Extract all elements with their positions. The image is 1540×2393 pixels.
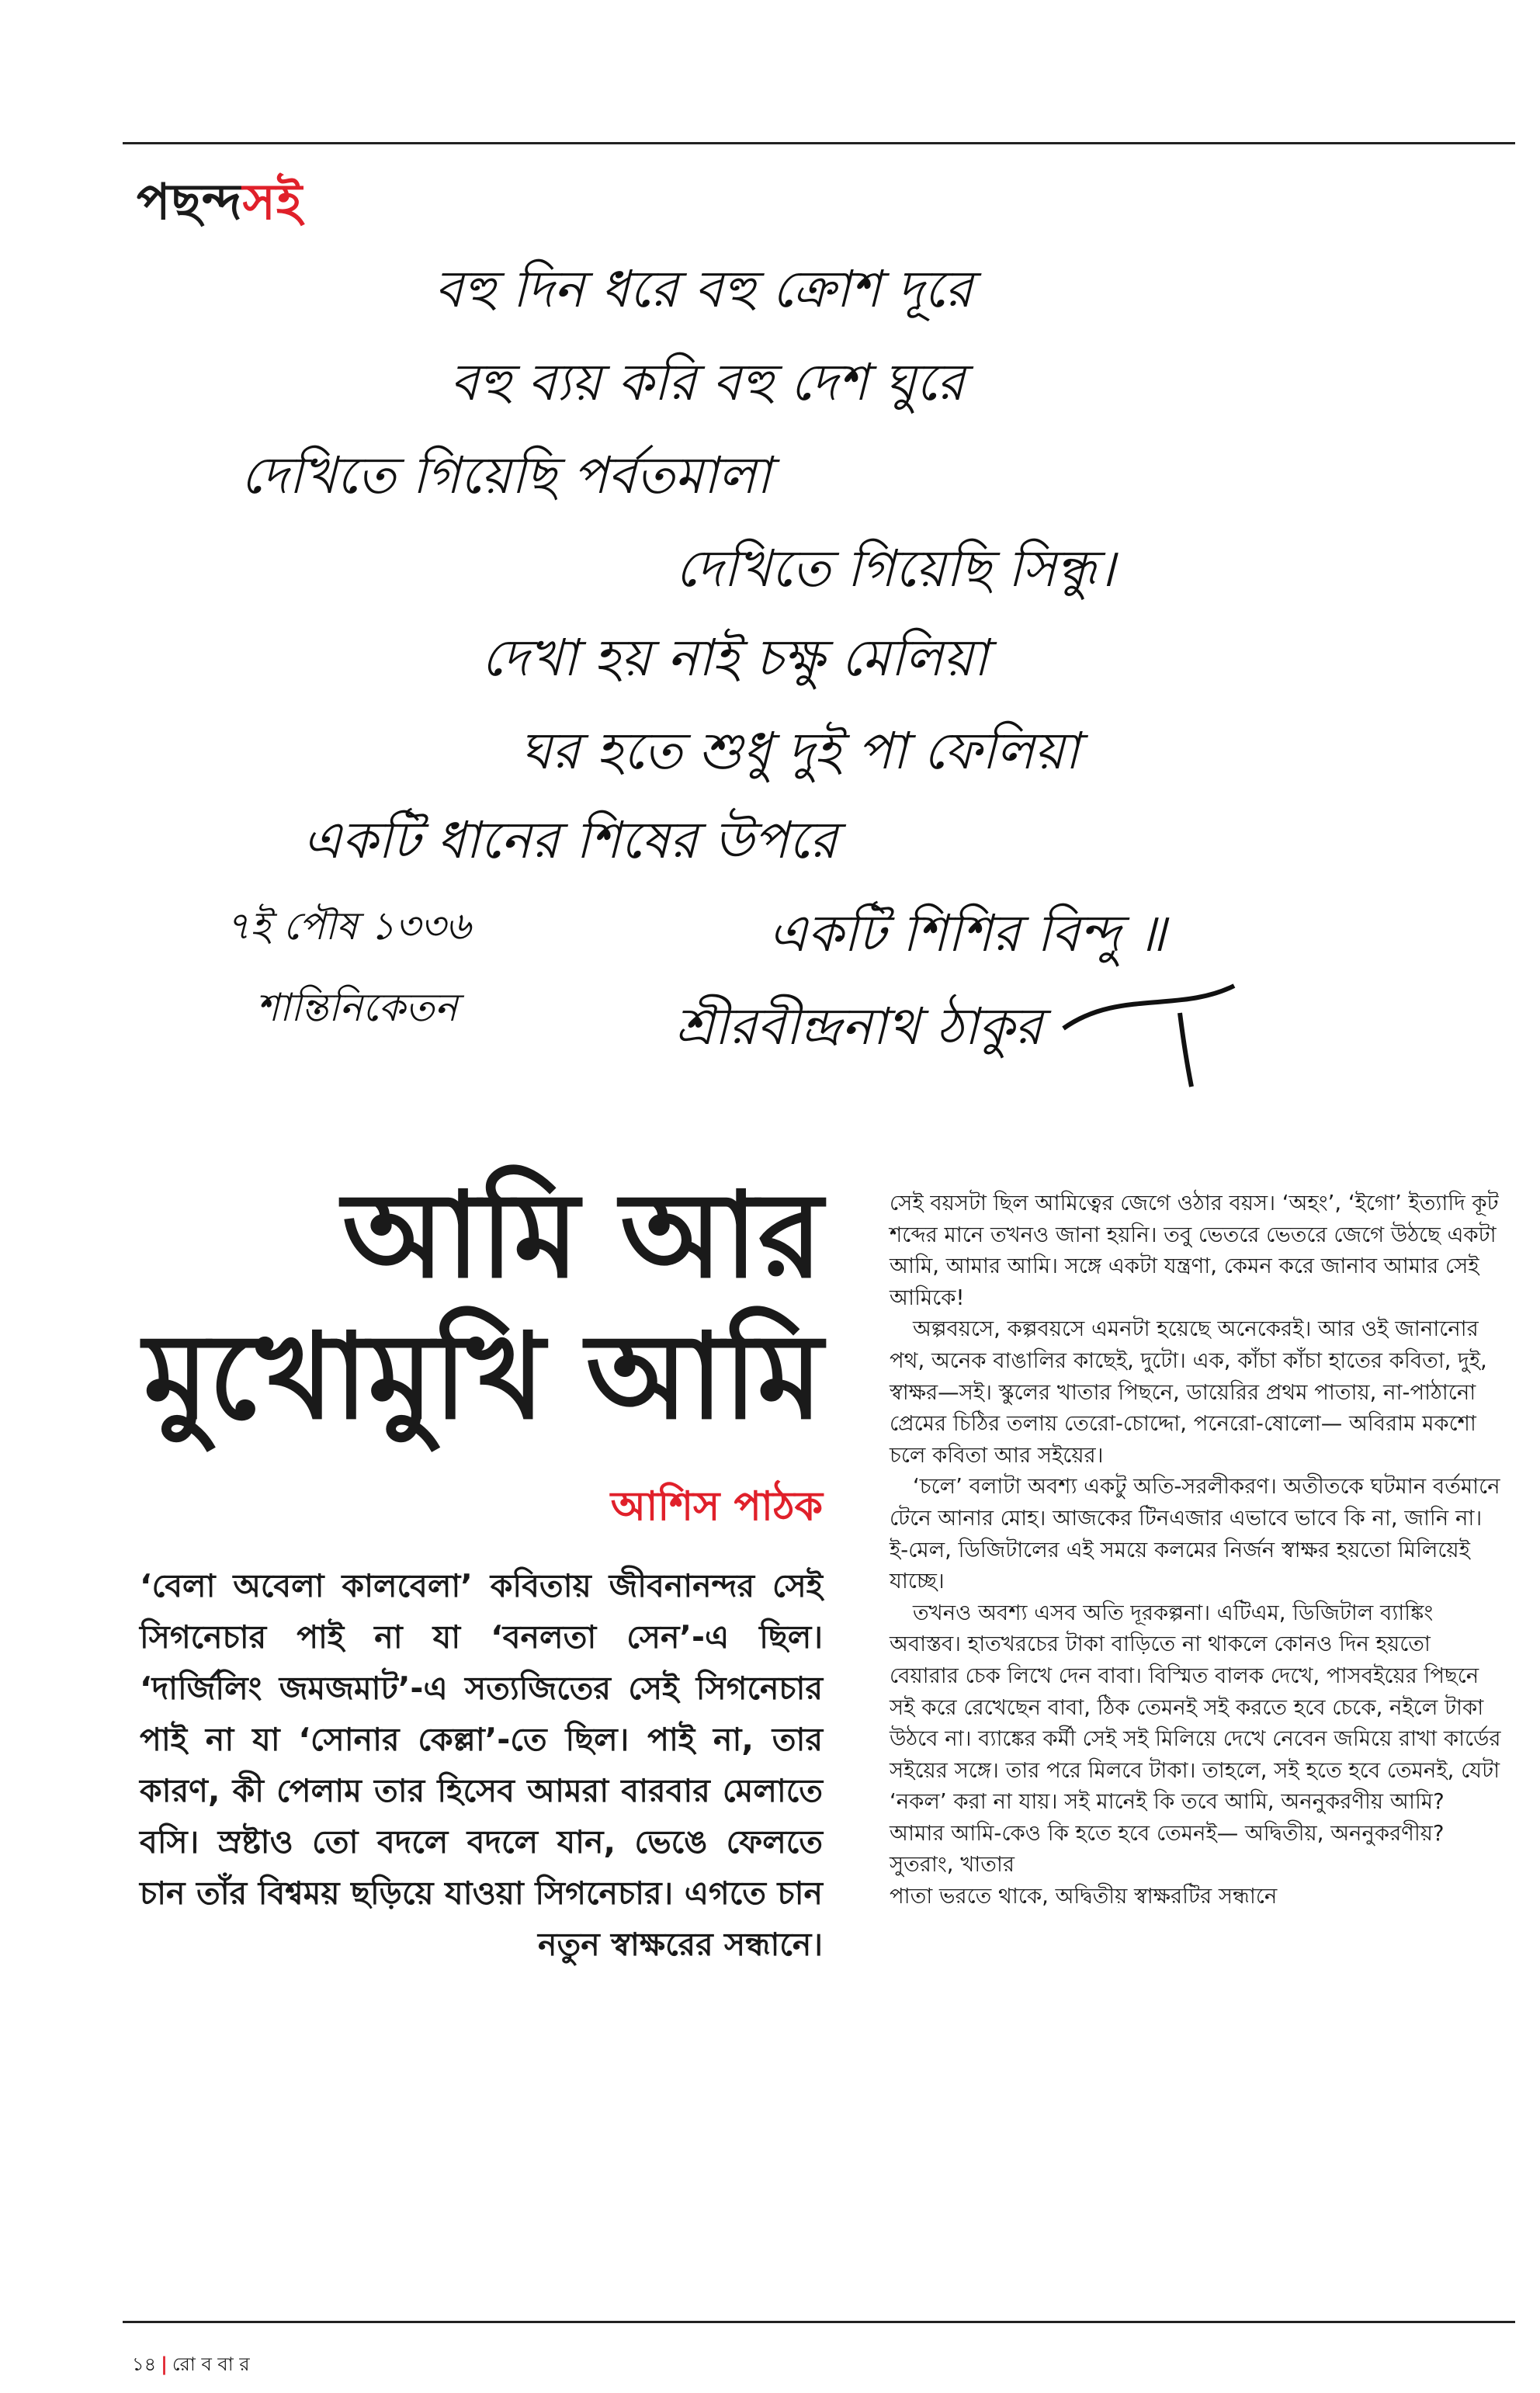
manuscript-place: শান্তিনিকেতন — [256, 985, 458, 1030]
top-rule — [123, 142, 1515, 144]
body-paragraph-3: ‘চলে’ বলাটা অবশ্য একটু অতি-সরলীকরণ। অতীতকে ঘটমান বর্তমানে টেনে আনার মোহ। আজকের টিনএজার এভাবে ভাবে কি না, জানি না। ই-মেল, ডিজিটালের এই সময়ে কলমের নির্জন স্বাক্ষর হয়তো মিলিয়েই যাচ্ছে। — [890, 1474, 1500, 1594]
body-paragraph-5: পাতা ভরতে থাকে, অদ্বিতীয় স্বাক্ষরটির সন্ধানে — [890, 1884, 1278, 1909]
article-headline — [140, 1164, 823, 1447]
manuscript-signature: শ্রীরবীন্দ্রনাথ ঠাকুর — [675, 997, 1043, 1056]
manuscript-poem — [241, 258, 1170, 967]
headline-line-2: মুখোমুখি আমি — [143, 1306, 823, 1445]
manuscript-line-6: ঘর হতে শুধু দুই পা ফেলিয়া — [520, 721, 1080, 781]
signature-tail — [1180, 1013, 1191, 1087]
body-paragraph-2: অল্পবয়সে, কল্পবয়সে এমনটা হয়েছে অনেকেরই। আর ওই জানানোর পথ, অনেক বাঙালির কাছেই, দুটো। এক, কাঁচা কাঁচা হাতের কবিতা, দুই, স্বাক্ষর—সই। স্কুলের খাতার পিছনে, ডায়েরির প্রথম পাতায়, না-পাঠানো প্রেমের চিঠির তলায় তেরো-চোদ্দো, পনেরো-ষোলো— অবিরাম মকশো চলে কবিতা আর সইয়ের। — [890, 1316, 1487, 1468]
manuscript-line-1: বহু দিন ধরে বহু ক্রোশ দূরে — [435, 259, 973, 319]
section-title-accent: সই — [242, 174, 303, 231]
manuscript-line-3: দেখিতে গিয়েছি পর্বতমালা — [241, 446, 772, 505]
bottom-rule — [123, 2321, 1515, 2323]
manuscript-line-2: বহু ব্যয় করি বহু দেশ ঘুরে — [450, 352, 965, 412]
manuscript-date: ৭ই পৌষ ১৩৩৬ — [225, 903, 471, 949]
body-paragraph-4: তখনও অবশ্য এসব অতি দূরকল্পনা। এটিএম, ডিজিটাল ব্যাঙ্কিং অবাস্তব। হাতখরচের টাকা বাড়িতে না থাকলে কোনও দিন হয়তো বেয়ারার চেক লিখে দেন বাবা। বিস্মিত বালক দেখে, পাসবইয়ের পিছনে সই করে রেখেছেন বাবা, ঠিক তেমনই সই করতে হবে চেকে, নইলে টাকা উঠবে না। ব্যাঙ্কের কর্মী সেই সই মিলিয়ে দেখে নেবেন জমিয়ে রাখা কার্ডের সইয়ের সঙ্গে। তার পরে মিলবে টাকা। তাহলে, সই হতে হবে তেমনই, যেটা ‘নকল’ করা না যায়। সই মানেই কি তবে আমি, অননুকরণীয় আমি? আমার আমি-কেও কি হতে হবে তেমনই— অদ্বিতীয়, অননুকরণীয়? সুতরাং, খাতার — [890, 1600, 1501, 1878]
manuscript-line-7: একটি ধানের শিষের উপরে — [303, 810, 838, 870]
body-paragraph-1: সেই বয়সটা ছিল আমিত্বের জেগে ওঠার বয়স। ‘অহং’, ‘ইগো’ ইত্যাদি কূট শব্দের মানে তখনও জানা হয়নি। তবু ভেতরে ভেতরে জেগে উঠছে একটা আমি, আমার আমি। সঙ্গে একটা যন্ত্রণা, কেমন করে জানাব আমার সেই আমিকে! — [890, 1191, 1499, 1310]
magazine-name: রো ব বা র — [172, 2353, 250, 2375]
manuscript-image — [225, 245, 1312, 1114]
page-number: ১৪ — [132, 2353, 157, 2375]
page-footer — [132, 2350, 250, 2381]
section-title — [137, 165, 303, 248]
section-title-main: পছন্দ — [137, 174, 243, 231]
article-body — [890, 1188, 1503, 1913]
intro-paragraph: ‘বেলা অবেলা কালবেলা’ কবিতায় জীবনানন্দর সেই সিগনেচার পাই না যা ‘বনলতা সেন’-এ ছিল। ‘দার্জিলিং জমজমাট’-এ সত্যজিতের সেই সিগনেচার পাই না যা ‘সোনার কেল্লা’-তে ছিল। পাই না, তার কারণ, কী পেলাম তার হিসেব আমরা বারবার মেলাতে বসি। স্রষ্টাও তো বদলে বদলে যান, ভেঙে ফেলতে চান তাঁর বিশ্বময় ছড়িয়ে যাওয়া সিগনেচার। এগতে চান নতুন স্বাক্ষরের সন্ধানে। — [140, 1567, 823, 1963]
headline-line-1: আমি আর — [342, 1165, 823, 1304]
manuscript-line-4: দেখিতে গিয়েছি সিন্ধু। — [675, 539, 1115, 598]
author-byline: আশিস পাঠক — [610, 1483, 823, 1530]
footer-separator: | — [161, 2353, 168, 2375]
manuscript-line-8: একটি শিশির বিন্দু ॥ — [768, 903, 1167, 963]
signature-flourish — [1063, 986, 1234, 1028]
manuscript-line-5: দেখা হয় নাই চক্ষু মেলিয়া — [481, 628, 988, 688]
